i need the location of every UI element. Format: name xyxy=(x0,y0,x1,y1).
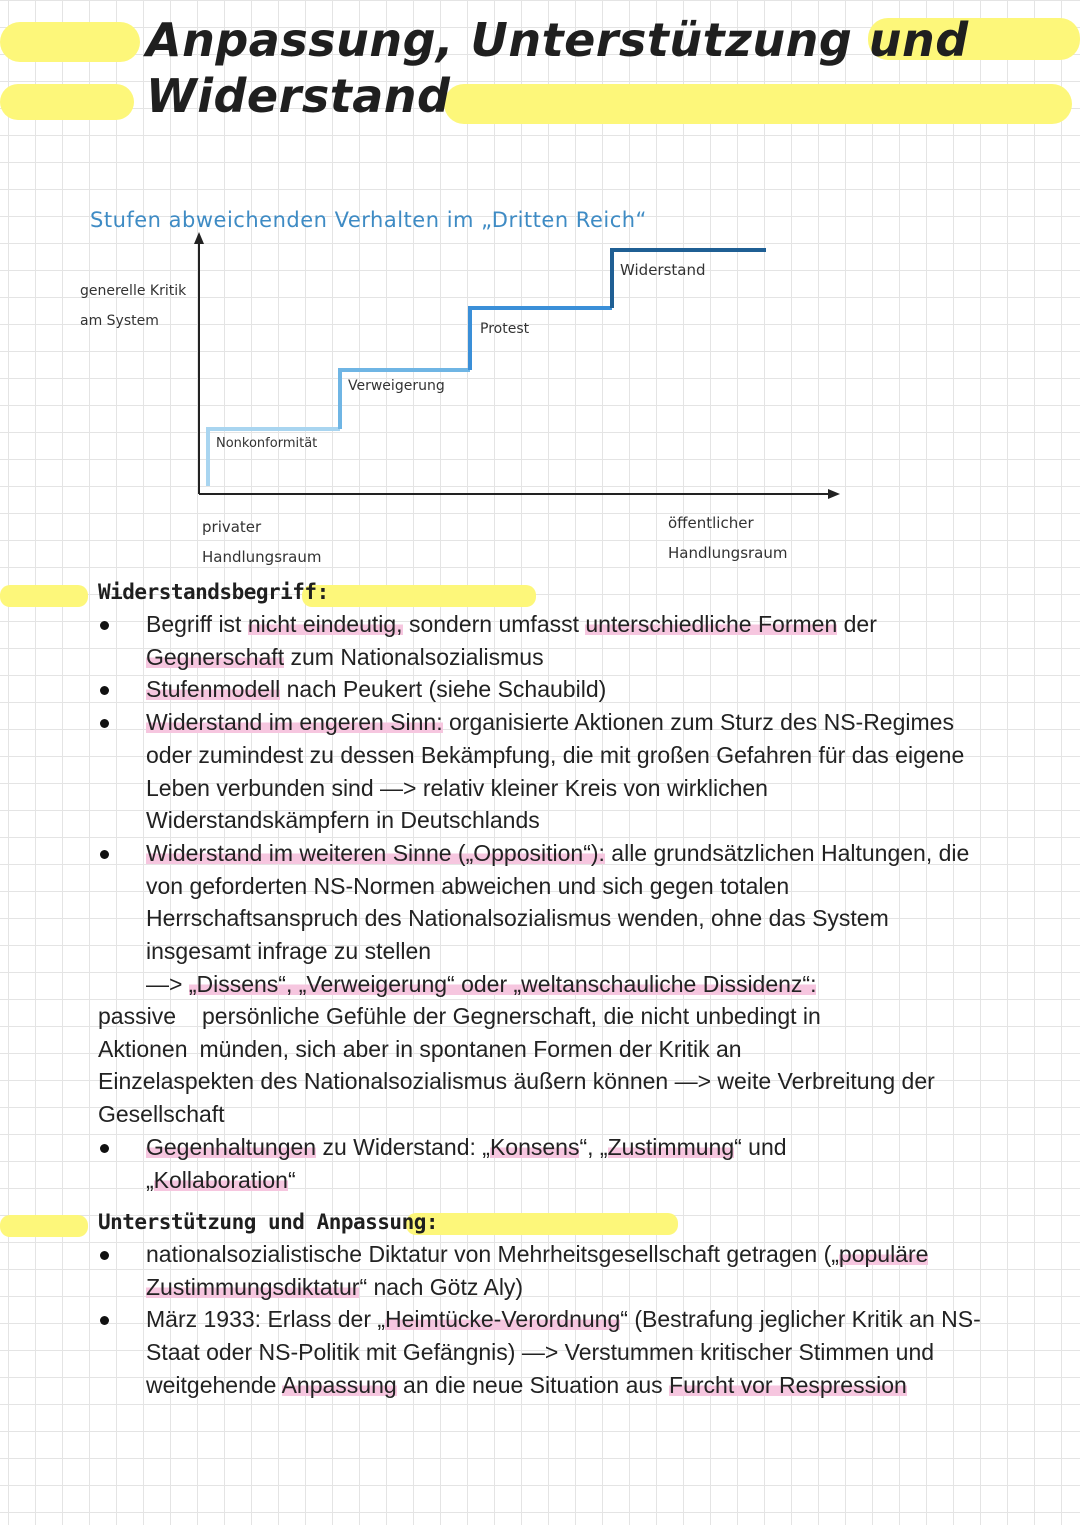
highlight: Furcht vor Respression xyxy=(669,1371,907,1398)
passive-rest: Einzelaspekten des Nationalsozialismus äußern können —> weite Verbreitung der Gesellschaft xyxy=(98,1068,935,1128)
text: münden, sich aber in spontanen Formen der Kritik an xyxy=(199,1035,742,1062)
passive-line-1 xyxy=(98,1000,998,1033)
text: “ und „ xyxy=(146,1134,787,1193)
text: nationalsozialistische Diktatur von Mehrheitsgesellschaft getragen („ xyxy=(146,1241,839,1267)
section-heading-widerstandsbegriff: Widerstandsbegriff: xyxy=(98,580,329,604)
text: organisierte Aktionen zum Sturz des NS-Regimes oder zumindest zu dessen Bekämpfung, die mit großen Gefahren für das eigene Leben verbunden sind —> relativ kleiner Kreis von wirklichen Widerstandskämpfern in Deutschlands xyxy=(146,709,965,834)
highlight: Gegnerschaft xyxy=(146,643,285,670)
y-axis-label-line-2: am System xyxy=(80,313,159,329)
y-axis-arrowhead xyxy=(194,232,204,244)
text: an die neue Situation aus xyxy=(396,1371,670,1398)
text: “ (Bestrafung jeglicher Kritik an NS-Staat oder NS-Politik mit Gefängnis) —> Verstummen kritischer Stimmen und weitgehende xyxy=(146,1306,981,1398)
x-axis-label-right-line-2: Handlungsraum xyxy=(668,544,788,562)
list-item xyxy=(98,608,998,673)
list-item xyxy=(98,673,998,706)
text: Begriff ist xyxy=(146,611,248,637)
text: sondern umfasst xyxy=(402,611,586,637)
passive-line-2 xyxy=(98,1033,998,1066)
highlight: unterschiedliche Formen xyxy=(585,611,838,637)
list-item xyxy=(98,837,998,968)
section2-list xyxy=(98,1238,998,1402)
diagram-caption: Stufen abweichenden Verhalten im „Dritten Reich“ xyxy=(90,208,647,232)
highlight: Gegenhaltungen xyxy=(146,1134,317,1160)
list-item-continuation xyxy=(98,968,998,1001)
list-item xyxy=(98,706,998,837)
section-heading-unterstuetzung: Unterstützung und Anpassung: xyxy=(98,1210,439,1234)
page-title-line-1: Anpassung, Unterstützung und xyxy=(146,13,969,67)
text: zu Widerstand: „ xyxy=(316,1134,490,1160)
page-title-line-2: Widerstand xyxy=(146,69,451,123)
highlight: Heimtücke-Verordnung xyxy=(385,1306,621,1333)
step-label-protest: Protest xyxy=(480,321,530,337)
text: “ nach Götz Aly) xyxy=(359,1273,524,1300)
highlight: Zustimmung xyxy=(607,1134,735,1160)
highlight: „Dissens“, „Verweigerung“ oder „weltanschauliche Dissidenz“: xyxy=(188,970,817,997)
y-axis-label-line-1: generelle Kritik xyxy=(80,283,187,299)
highlight: nicht eindeutig, xyxy=(247,611,403,637)
highlight: Stufenmodell xyxy=(146,676,281,703)
section1-list-2 xyxy=(98,1131,998,1196)
text: zum Nationalsozialismus xyxy=(284,643,544,670)
list-item xyxy=(98,1303,998,1401)
section1-highlight-right xyxy=(302,585,536,607)
highlight: Kollaboration xyxy=(153,1166,288,1193)
passive-aktionen-paragraph xyxy=(98,1000,998,1131)
section1-list xyxy=(98,608,998,1000)
highlight: Widerstand im engeren Sinn: xyxy=(146,709,443,736)
text: “, „ xyxy=(579,1134,608,1160)
text: passive xyxy=(98,1003,176,1029)
text: März 1933: Erlass der „ xyxy=(146,1306,386,1333)
highlight: Widerstand im weiteren Sinne („Opposition“): xyxy=(146,839,605,866)
x-axis-label-left-line-1: privater xyxy=(202,518,262,536)
highlight: populäre Zustimmungsdiktatur xyxy=(146,1241,929,1300)
text: Aktionen xyxy=(98,1035,188,1062)
steps-diagram xyxy=(0,0,1080,600)
text: der xyxy=(837,611,877,637)
list-item xyxy=(98,1131,998,1196)
section1-highlight-left xyxy=(0,585,88,607)
step-widerstand-line xyxy=(612,250,766,308)
section2-highlight-left xyxy=(0,1215,88,1237)
step-protest-line xyxy=(470,308,612,370)
highlight: Konsens xyxy=(489,1134,580,1160)
text: “ xyxy=(287,1166,296,1193)
x-axis-arrowhead xyxy=(828,489,840,499)
highlight: Anpassung xyxy=(281,1371,397,1398)
list-item xyxy=(98,1238,998,1303)
x-axis-label-right xyxy=(668,508,788,568)
x-axis-label-left xyxy=(202,512,322,572)
text: persönliche Gefühle der Gegnerschaft, die nicht unbedingt in xyxy=(201,1003,821,1029)
text: —> xyxy=(146,970,189,997)
step-label-verweigerung: Verweigerung xyxy=(348,378,445,394)
step-label-nonkonformitaet: Nonkonformität xyxy=(216,436,318,451)
step-label-widerstand: Widerstand xyxy=(620,261,706,279)
axes xyxy=(194,232,840,499)
x-axis-label-right-line-1: öffentlicher xyxy=(668,514,754,532)
x-axis-label-left-line-2: Handlungsraum xyxy=(202,548,322,566)
text: nach Peukert (siehe Schaubild) xyxy=(280,676,607,703)
text: alle grundsätzlichen Haltungen, die von geforderten NS-Normen abweichen und sich gegen totalen Herrschaftsanspruch des Nationalsozialismus wenden, ohne das System insgesamt infrage zu stellen xyxy=(146,839,970,965)
section2-highlight-right xyxy=(406,1213,678,1235)
